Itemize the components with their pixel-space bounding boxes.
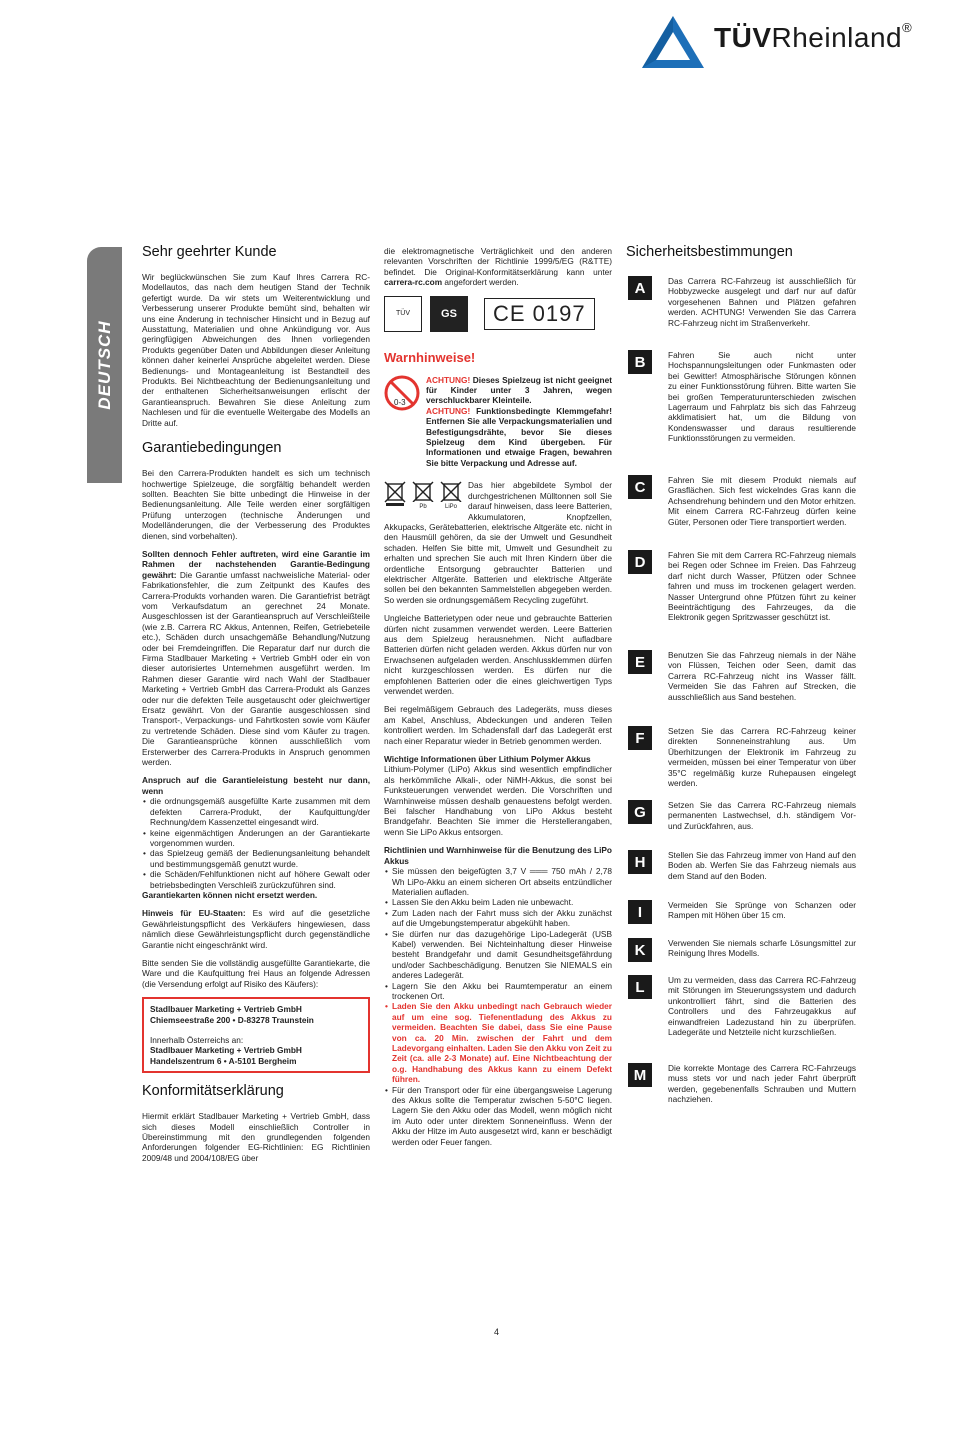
heading-conformity: Konformitätserklärung	[142, 1083, 284, 1100]
rule-text: Die korrekte Montage des Carrera RC-Fahrzeugs muss stets vor und nach jeder Fahrt überprüft werden, gegebenenfalls Schrauben und Muttern nachziehen.	[668, 1063, 856, 1105]
list-item-warning: • Laden Sie den Akku unbedingt nach Gebrauch wieder auf um eine sog. Tiefenentladung des Akkus zu vermeiden. Beachten Sie dabei, dass Sie eine Pause von ca. 20 Min. zwischen der Fahrt und dem Ladevorgang einhalten. Laden Sie den Akku von Zeit zu Zeit (ca. alle 2-3 Monate) auf. Eine Nichtbeachtung der o.g. Handhabung des Akkus kann zu einem Defekt führen.	[392, 1001, 612, 1084]
heading-safety: Sicherheitsbestimmungen	[626, 244, 793, 260]
intro-paragraph: Wir beglückwünschen Sie zum Kauf Ihres Carrera RC-Modellautos, das nach dem heutigen Stand der Technik gefertigt wurde. Da wir stets um Weiterentwicklung und Verbesserung unserer Produkte bemüht sind, behalten wir uns eine Änderung in technischer Hinsicht und in Bezug auf Ausstattung, Materialien und ohne Ankündigung vor. Aus geringfügigen Abweichungen des Ihnen vorliegenden Produkts gegenüber Daten und Abbildungen dieser Anleitung können daher keinerlei Ansprüche abgeleitet werden. Diese Bedienungs- und Montageanleitung ist Bestandteil des Produkts. Bei Nichtbeachtung der Bedienungsanleitung und der enthaltenen Sicherheitsanweisungen erlischt der Garantieanspruch. Bewahren Sie diese Anleitung zum Nachlesen und für die eventuelle Weitergabe des Modells an Dritte auf.	[142, 272, 370, 428]
list-item: • Sie müssen den beigefügten 3,7 V ═══ 750 mAh / 2,78 Wh LiPo-Akku an einem sicheren Ort abseits entzündlicher Materialien aufladen.	[392, 866, 612, 897]
tuv-cert-icon: TÜV	[384, 296, 422, 332]
column-middle	[384, 246, 612, 1153]
card-note: Garantiekarten können nicht ersetzt werden.	[142, 889, 318, 900]
warranty-paragraph: Bei den Carrera-Produkten handelt es sich um technisch hochwertige Spielzeuge, die sorgfältig behandelt werden sollten. Beachten Sie bitte unbedingt die Hinweise in der Bedienungsanleitung. Alle Teile werden einer sorgfältigen Prüfung unterzogen (technische Änderungen und Modelländerungen, die der Verbesserung des Produktes dienen, sind vorbehalten).	[142, 468, 370, 541]
rule-c	[628, 475, 856, 527]
rule-text: Stellen Sie das Fahrzeug immer von Hand auf den Boden ab. Werfen Sie das Fahrzeug niemals aus dem Stand auf den Boden.	[668, 850, 856, 881]
rule-text: Fahren Sie mit diesem Produkt niemals auf Grasflächen. Sich fest wickelndes Gras kann die Achsendrehung behindern und den Motor erhitzen. Mit einem Carrera RC-Fahrzeug dürfen keine Güter, Personen oder Tiere transportiert werden.	[668, 475, 856, 527]
rule-text: Vermeiden Sie Sprünge von Schanzen oder Rampen mit Höhen über 15 cm.	[668, 900, 856, 921]
rule-g	[628, 800, 856, 831]
rule-text: Um zu vermeiden, dass das Carrera RC-Fahrzeug mit Störungen im Steuerungssystem und dadurch unkontrolliert fährt, sind die Batterien des Controllers und des Fahrzeugakkus auf einwandfreien Ladezustand hin zu überprüfen. Ladegeräte und Netzteile nicht kurzschließen.	[668, 975, 856, 1038]
warning-small-parts: ACHTUNG! Dieses Spielzeug ist nicht geeignet für Kinder unter 3 Jahren, wegen verschluckbarer Kleinteile. ACHTUNG! Funktionsbedingte Klemmgefahr! Entfernen Sie alle Verpackungsmaterialien und Befestigungsdrähte, bevor Sie dieses Spielzeug dem Kind übergeben. Für Informationen und etwaige Fragen, bewahren Sie bitte Verpackung und Adresse auf.	[426, 374, 612, 468]
rule-text: Setzen Sie das Carrera RC-Fahrzeug keiner direkten Sonneneinstrahlung aus. Um Überhitzungen der Elektronik im Fahrzeug zu vermeiden, müssen bei einer Temperatur von über 35°C regelmäßig kurze Ruhepausen eingelegt werden.	[668, 726, 856, 789]
rule-text: Setzen Sie das Carrera RC-Fahrzeug niemals permanenten Lastwechsel, d.h. ständigem Vor- und Zurückfahren, aus.	[668, 800, 856, 831]
claim-list	[142, 796, 370, 890]
tuv-triangle-icon	[640, 14, 706, 70]
rule-text: Fahren Sie mit dem Carrera RC-Fahrzeug niemals bei Regen oder Schnee im Freien. Das Fahrzeug darf nicht durch Wasser, Pfützen oder Schnee fahren und muss im trockenen gelagert werden. Nasser Untergrund ohne Pfützen führt zu keiner Beeinträchtigung des Fahrzeuges, da die Elektronik gegen Spritzwasser geschützt ist.	[668, 550, 856, 623]
claim-heading: Anspruch auf die Garantieleistung besteht nur dann, wenn	[142, 775, 370, 796]
conformity-paragraph: Hiermit erklärt Stadlbauer Marketing + Vertrieb GmbH, dass sich dieses Modell einschließlich Controller in Übereinstimmung mit den grundlegenden folgenden Anforderungen folgender EG-Richtlinien: EG Richtlinien 2009/48 und 2004/108/EG über	[142, 1111, 370, 1163]
column-right	[626, 244, 854, 260]
rule-letter: A	[628, 276, 652, 300]
rule-letter: M	[628, 1063, 652, 1087]
conformity-continued: die elektromagnetische Verträglichkeit und den anderen relevanten Vorschriften der Richtlinie 1999/5/EG (R&TTE) befindet. Die Original-Konformitätserklärung kann unter carrera-rc.com angefordert werden.	[384, 246, 612, 288]
rule-a	[628, 276, 856, 328]
charger-paragraph: Bei regelmäßigem Gebrauch des Ladegeräts, muss dieses am Kabel, Anschluss, Abdeckungen und anderen Teilen kontrolliert werden. Im Schadensfall darf das Ladegerät erst nach einer Reparatur wieder in Betrieb genommen werden.	[384, 704, 612, 746]
certification-marks	[384, 296, 612, 332]
list-item: • Lassen Sie den Akku beim Laden nie unbewacht.	[392, 897, 612, 907]
rule-b	[628, 350, 856, 444]
rule-letter: E	[628, 650, 652, 674]
rule-letter: K	[628, 938, 652, 962]
tuv-brand-text: TÜVRheinland®	[714, 20, 913, 53]
disposal-paragraph: Das hier abgebildete Symbol der durchgestrichenen Mülltonnen soll Sie darauf hinweisen, dass leere Batterien, Akkumulatoren, Knopfzellen, Akkupacks, Gerätebatterien, elektrische Altgeräte etc. nicht in den Hausmüll gehören, da sie der Umwelt und Gesundheit schaden. Helfen Sie bitte mit, Umwelt und Gesundheit zu erhalten und sprechen Sie auch mit Ihren Kindern über die ordentliche Entsorgung gebrauchter Batterien und elektrischer Altgeräte. Batterien und elektrische Altgeräte sollen bei den bekannten Sammelstellen abgegeben werden. So werden sie ordnungsgemäßem Recycling zugeführt.	[384, 480, 612, 605]
rule-e	[628, 650, 856, 702]
rule-letter: L	[628, 975, 652, 999]
address-line: Innerhalb Österreichs an:	[150, 1035, 244, 1045]
list-item: • die ordnungsgemäß ausgefüllte Karte zusammen mit dem defekten Carrera-Produkt, der Kaufquittung/der Rechnung/dem Kassenzettel eingesandt wird.	[150, 796, 370, 827]
rule-f	[628, 726, 856, 788]
address-line: Handelszentrum 6 • A-5101 Bergheim	[150, 1055, 297, 1066]
column-left	[142, 244, 370, 1171]
rule-k	[628, 938, 856, 962]
address-line: Chiemseestraße 200 • D-83278 Traunstein	[150, 1014, 314, 1025]
list-item: • Für den Transport oder für eine übergangsweise Lagerung des Akkus sollte die Temperatur zwischen 5-50°C liegen. Lagern Sie den Akku oder das Modell, wenn möglich nicht im Auto oder unter direktem Sonneneinfluss. Wenn der Akku der Hitze im Auto ausgesetzt wird, kann er beschädigt werden oder Feuer fangen.	[392, 1085, 612, 1147]
rule-text: Fahren Sie auch nicht unter Hochspannungsleitungen oder Funkmasten oder bei Gewitter! Atmosphärische Störungen können zu einer Funktionsstörung führen. Bitte warten Sie bei großen Temperaturunterschieden zwischen Lagerraum und Fahrplatz bis sich das Fahrzeug akklimatisiert hat, um die Bildung von Kondenswasser und daraus resultierende Funktionsstörungen zu vermeiden.	[668, 350, 856, 444]
rule-letter: C	[628, 475, 652, 499]
send-instructions: Bitte senden Sie die vollständig ausgefüllte Garantiekarte, die Ware und die Kaufquittung frei Haus an folgende Adressen (die Versendung erfolgt auf Risiko des Käufers):	[142, 957, 370, 989]
page-number: 4	[494, 1327, 500, 1337]
rule-letter: I	[628, 900, 652, 924]
lipo-heading: Wichtige Informationen über Lithium Polymer Akkus	[384, 754, 591, 765]
rule-d	[628, 550, 856, 623]
rule-text: Verwenden Sie niemals scharfe Lösungsmittel zur Reinigung Ihres Modells.	[668, 938, 856, 959]
disposal-block	[384, 480, 612, 605]
rule-l	[628, 975, 856, 1037]
rule-letter: G	[628, 800, 652, 824]
rule-m	[628, 1063, 856, 1105]
disposal-icons	[384, 480, 462, 510]
warning-block	[384, 375, 612, 477]
list-item: • Zum Laden nach der Fahrt muss sich der Akku zunächst auf die Umgebungstemperatur abgekühlt haben.	[392, 908, 612, 929]
address-line: Stadlbauer Marketing + Vertrieb GmbH	[150, 1045, 302, 1056]
crossed-bin-pb-icon: Pb	[412, 480, 434, 510]
list-item: • Lagern Sie den Akku bei Raumtemperatur an einem trockenen Ort.	[392, 981, 612, 1002]
lipo-paragraph: Lithium-Polymer (LiPo) Akkus sind wesentlich empfindlicher als herkömmliche Alkali-, oder NiMH-Akkus, die sonst bei Funksteuerungen verwendet werden. Die Vorschriften und Warnhinweise müssen deshalb genauestens befolgt werden. Bei falscher Handhabung von LiPo Akkus besteht Brandgefahr. Beachten Sie immer die Herstellerangaben, wenn Sie LiPo Akkus entsorgen.	[384, 764, 612, 837]
list-item: • Sie dürfen nur das dazugehörige Lipo-Ladegerät (USB Kabel) verwenden. Bei Nichteinhaltung dieser Hinweise besteht Brandgefahr und damit Gesundheitsgefährdung und/oder Sachbeschädigung. Benutzen Sie NIEMALS ein anderes Ladegerät.	[392, 929, 612, 981]
heading-greeting: Sehr geehrter Kunde	[142, 244, 277, 260]
lipo-usage-list	[384, 866, 612, 1147]
address-box	[142, 997, 370, 1073]
tuv-rheinland-logo	[640, 14, 960, 70]
crossed-bin-lipo-icon: LiPo	[440, 480, 462, 510]
rule-h	[628, 850, 856, 881]
language-side-tab: DEUTSCH	[87, 247, 122, 483]
rule-i	[628, 900, 856, 924]
age-warning-icon	[384, 375, 420, 411]
list-item: • keine eigenmächtigen Änderungen an der Garantiekarte vorgenommen wurden.	[150, 828, 370, 849]
eu-note: Hinweis für EU-Staaten: Es wird auf die gesetzliche Gewährleistungspflicht des Verkäufers hingewiesen, dass nämlich diese Gewährleistungspflicht durch gegenständliche Garantie nicht eingeschränkt wird.	[142, 908, 370, 950]
address-line: Stadlbauer Marketing + Vertrieb GmbH	[150, 1004, 302, 1015]
heading-warnings: Warnhinweise!	[384, 349, 476, 365]
rule-text: Benutzen Sie das Fahrzeug niemals in der Nähe von Flüssen, Teichen oder Seen, damit das Carrera RC-Fahrzeug nicht ins Wasser fällt. Vermeiden Sie das Fahren auf Strecken, die ausschließlich aus Sand bestehen.	[668, 650, 856, 702]
rule-letter: D	[628, 550, 652, 574]
gs-cert-icon: GS	[430, 296, 468, 332]
rule-letter: H	[628, 850, 652, 874]
rule-text: Das Carrera RC-Fahrzeug ist ausschließlich für Hobbyzwecke ausgelegt und darf nur auf dafür vorgesehenen Bahnen und Plätzen gefahren werden. ACHTUNG! Verwenden Sie das Carrera RC-Fahrzeug nicht im Straßenverkehr.	[668, 276, 856, 328]
heading-warranty: Garantiebedingungen	[142, 440, 282, 457]
ce-mark: CE 0197	[484, 298, 595, 330]
svg-text:0-3: 0-3	[394, 397, 406, 407]
crossed-bin-icon	[384, 480, 406, 510]
rule-letter: B	[628, 350, 652, 374]
rule-letter: F	[628, 726, 652, 750]
warranty-conditions: Sollten dennoch Fehler auftreten, wird eine Garantie im Rahmen der nachstehenden Garantie-Bedingung gewährt: Die Garantie umfasst nachweisliche Material- oder Fabrikationsfehler, die zum Zeitpunkt des Kaufes des Carrera-Produkts vorhanden waren. Die Garantiefrist beträgt vom Verkaufsdatum an gerechnet 24 Monate. Ausgeschlossen ist der Garantieanspruch auf Verschleißteile (wie z.B. Carrera RC Akkus, Antennen, Reifen, Getriebeteile etc.), Schäden durch unsachgemäße Behandlung/Nutzung oder bei Fremdeingriffen. Die Reparatur darf nur durch die Firma Stadlbauer Marketing + Vertrieb GmbH oder ein von dieser autorisiertes Unternehmen ausgeführt werden. Im Rahmen dieser Garantie wird nach Wahl der Stadlbauer Marketing + Vertrieb GmbH das Carrera-Produkt als Ganzes oder nur die defekten Teile ausgetauscht oder gleichwertiger Ersatz gewährt. Von der Garantie ausgeschlossen sind Transport-, Verpackungs- und Fahrtkosten sowie vom Käufer zu vertretende Schäden. Diese sind vom Käufer zu tragen. Die Garantieansprüche können ausschließlich vom Ersterwerber des Carrera-Produkts in Anspruch genommen werden.	[142, 548, 370, 768]
list-item: • das Spielzeug gemäß der Bedienungsanleitung behandelt und bestimmungsgemäß genutzt wurde.	[150, 848, 370, 869]
battery-paragraph: Ungleiche Batterietypen oder neue und gebrauchte Batterien dürfen nicht zusammen verwendet werden. Leere Batterien aus dem Spielzeug herausnehmen. Nicht aufladbare Batterien dürfen nicht geladen werden. Akkus dürfen nur von Erwachsenen aufgeladen werden. Anschlussklemmen dürfen nicht kurzgeschlossen werden. Es dürfen nur die empfohlenen Batterien oder die eines gleichwertigen Typs verwendet werden.	[384, 613, 612, 696]
lipo-usage-heading: Richtlinien und Warnhinweise für die Benutzung des LiPo Akkus	[384, 845, 612, 866]
list-item: • die Schäden/Fehlfunktionen nicht auf höhere Gewalt oder betriebsbedingten Verschleiß zurückzuführen sind.	[150, 869, 370, 890]
